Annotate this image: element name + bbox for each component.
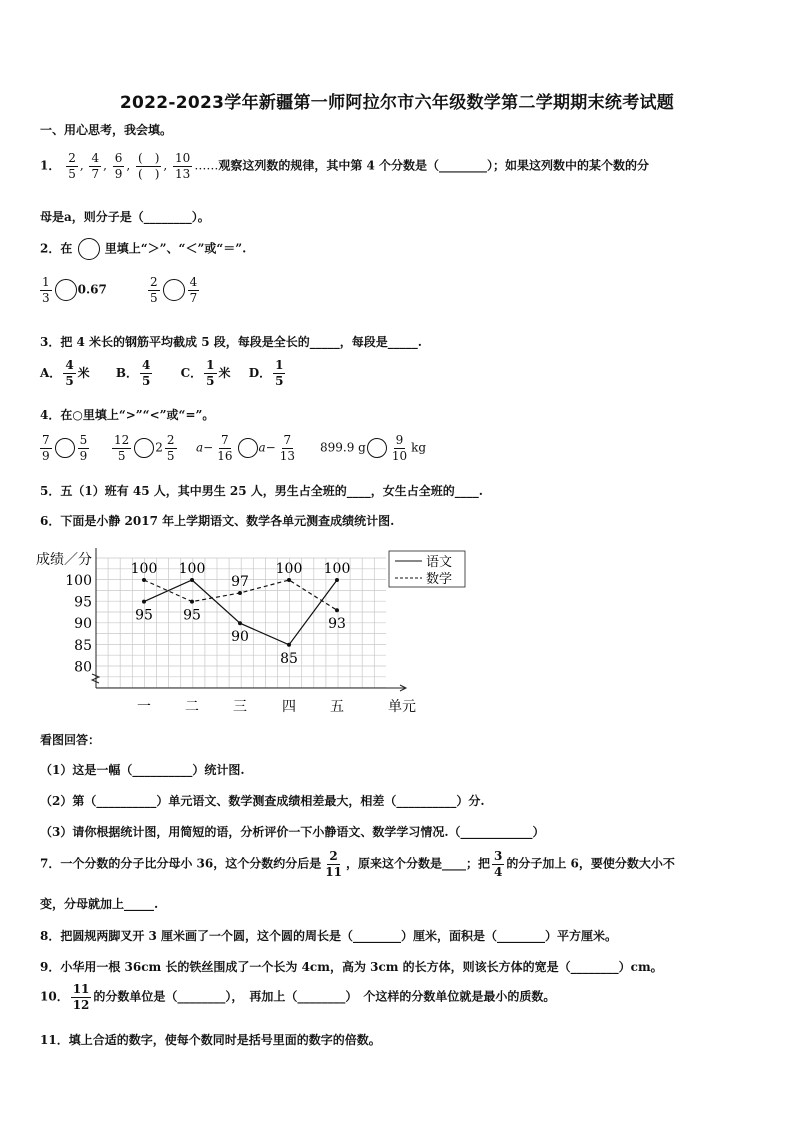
data-point bbox=[142, 600, 146, 604]
compare-circle[interactable] bbox=[55, 438, 75, 458]
q2-item-b: $\frac{2}{5}$ $\frac{4}{7}$ bbox=[150, 275, 198, 305]
data-point bbox=[287, 578, 291, 582]
data-label-yuwen: 100 bbox=[178, 561, 206, 577]
x-tick-label: 一 bbox=[137, 699, 151, 715]
y-tick-label: 95 bbox=[74, 594, 92, 611]
q1-fraction: $\frac{2}{5}$ bbox=[68, 151, 76, 181]
data-point bbox=[190, 578, 194, 582]
q1-fraction: $\frac{( )}{( )}$ bbox=[138, 151, 160, 181]
chart-labels bbox=[36, 551, 416, 715]
q1-fraction: $\frac{6}{9}$ bbox=[114, 151, 123, 181]
compare-circle[interactable] bbox=[367, 438, 387, 458]
q6-sub-2: （2）第（__________）单元语文、数学测查成绩相差最大，相差（__________）分. bbox=[40, 794, 485, 808]
chart-legend bbox=[389, 551, 465, 587]
question-10: 10． $\frac{11}{12}$ 的分数单位是（________）， 再加上（________） 个这样的分数单位就是最小的质数。 bbox=[40, 982, 556, 1012]
q1-number: 1． bbox=[40, 158, 61, 173]
question-1: 1． $\frac{2}{5}$ , $\frac{4}{7}$ , $\frac{6}{9}$ , $\frac{( )}{( )}$ , $\frac{10}{13}$ ……观察这列数的规律，其中第 4 个分数是（________）；如果这列数中的某个数的分 bbox=[40, 151, 650, 181]
x-tick-label: 四 bbox=[282, 699, 296, 715]
data-point bbox=[238, 591, 242, 595]
q1-fraction: $\frac{4}{7}$ bbox=[91, 151, 100, 181]
data-label-yuwen: 100 bbox=[323, 561, 351, 577]
compare-circle[interactable] bbox=[163, 279, 185, 301]
q4-item-1: $\frac{7}{9}$ $\frac{5}{9}$ bbox=[42, 433, 88, 463]
data-label-shuxue: 93 bbox=[328, 616, 346, 633]
data-label-shuxue: 100 bbox=[275, 561, 303, 577]
y-tick-label: 80 bbox=[74, 659, 92, 676]
question-7: 7．一个分数的分子比分母小 36，这个分数约分后是 $\frac{2}{11}$ ，原来这个分数是____；把 $\frac{3}{4}$ 的分子加上 6，要使分数大小不 bbox=[40, 849, 675, 879]
question-3: 3．把 4 米长的钢筋平均截成 5 段，每段是全长的_____，每段是_____. bbox=[40, 335, 422, 349]
section-heading: 一、用心思考，我会填。 bbox=[40, 123, 173, 137]
q1-text: 观察这列数的规律，其中第 4 个分数是（________）；如果这列数中的某个数的分 bbox=[218, 158, 650, 173]
circle-blank[interactable] bbox=[78, 238, 100, 260]
x-axis-label: 单元 bbox=[388, 699, 416, 715]
axis-break bbox=[92, 674, 99, 683]
question-11: 11．填上合适的数字，使每个数同时是括号里面的数字的倍数。 bbox=[40, 1033, 381, 1047]
data-point bbox=[190, 600, 194, 604]
question-2: 2．在 里填上“＞”、“＜”或“＝”. bbox=[40, 238, 246, 260]
data-point bbox=[335, 578, 339, 582]
question-4: 4．在○里填上“>”“<”或“=”。 bbox=[40, 408, 215, 422]
y-tick-label: 100 bbox=[65, 573, 92, 589]
option-a[interactable]: A． $\frac{4}{5}$ 米 bbox=[40, 358, 90, 388]
data-point bbox=[335, 608, 339, 612]
data-label-shuxue: 100 bbox=[130, 561, 158, 577]
q4-item-2: $\frac{12}{5}$ 2 $\frac{2}{5}$ bbox=[114, 433, 175, 463]
x-tick-label: 五 bbox=[330, 699, 344, 715]
option-c[interactable]: C． $\frac{1}{5}$ 米 bbox=[180, 358, 231, 388]
question-5: 5．五（1）班有 45 人，其中男生 25 人，男生占全班的____，女生占全班的____. bbox=[40, 484, 483, 498]
legend-label-yuwen: 语文 bbox=[426, 555, 453, 570]
option-d[interactable]: D． $\frac{1}{5}$ bbox=[248, 358, 284, 388]
q3-options bbox=[40, 359, 287, 387]
data-label-shuxue: 95 bbox=[183, 607, 201, 624]
question-9: 9．小华用一根 36cm 长的铁丝围成了一个长为 4cm，高为 3cm 的长方体，则该长方体的宽是（________）cm。 bbox=[40, 960, 663, 974]
data-label-yuwen: 95 bbox=[135, 607, 153, 624]
q2-item-a: $\frac{1}{3}$ 0.67 bbox=[42, 275, 107, 305]
data-point bbox=[287, 643, 291, 647]
page-title: 2022-2023学年新疆第一师阿拉尔市六年级数学第二学期期末统考试题 bbox=[119, 93, 675, 113]
question-6: 6．下面是小静 2017 年上学期语文、数学各单元测查成绩统计图. bbox=[40, 514, 395, 528]
y-tick-label: 90 bbox=[74, 616, 92, 633]
line-chart bbox=[34, 540, 453, 722]
q6-prompt: 看图回答： bbox=[40, 733, 101, 747]
question-8: 8．把圆规两脚叉开 3 厘米画了一个圆，这个圆的周长是（________）厘米，面积是（________）平方厘米。 bbox=[40, 929, 618, 943]
option-b[interactable]: B． $\frac{4}{5}$ bbox=[115, 358, 151, 388]
data-point bbox=[142, 578, 146, 582]
data-label-yuwen: 85 bbox=[280, 650, 298, 667]
data-point bbox=[238, 621, 242, 625]
x-tick-label: 三 bbox=[233, 699, 247, 715]
q6-sub-1: （1）这是一幅（__________）统计图. bbox=[40, 763, 245, 777]
q4-item-3: a− $\frac{7}{16}$ a− $\frac{7}{13}$ bbox=[196, 433, 295, 463]
compare-circle[interactable] bbox=[238, 438, 258, 458]
compare-circle[interactable] bbox=[55, 279, 77, 301]
x-tick-label: 二 bbox=[185, 699, 199, 715]
legend-label-shuxue: 数学 bbox=[426, 572, 453, 587]
q4-item-4: 899.9 g $\frac{9}{10}$ kg bbox=[320, 433, 427, 463]
y-tick-label: 85 bbox=[74, 637, 92, 654]
q1-fraction: $\frac{10}{13}$ bbox=[175, 151, 191, 181]
q6-sub-3: （3）请你根据统计图，用简短的语，分析评价一下小静语文、数学学习情况.（____________） bbox=[40, 825, 545, 839]
y-axis-label: 成绩／分 bbox=[36, 552, 92, 568]
data-label-shuxue: 97 bbox=[231, 573, 249, 590]
data-label-yuwen: 90 bbox=[231, 629, 249, 646]
q7-continued: 变，分母就加上_____. bbox=[40, 897, 159, 911]
compare-circle[interactable] bbox=[134, 438, 154, 458]
q1-text-continued: 母是a，则分子是（________）。 bbox=[40, 210, 210, 224]
